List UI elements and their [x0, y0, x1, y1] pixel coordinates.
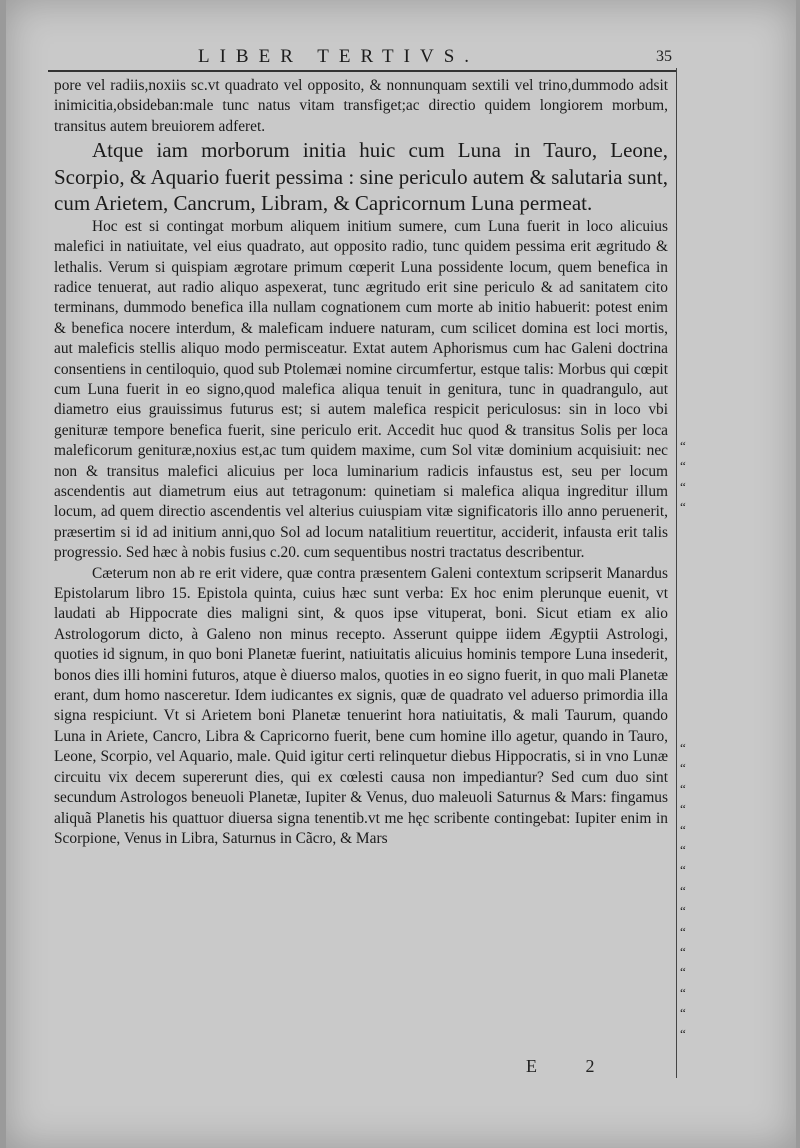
running-title: LIBER TERTIVS.	[198, 46, 480, 67]
quote-mark: “	[680, 458, 686, 474]
body-text	[54, 76, 668, 849]
quote-mark: “	[680, 478, 686, 494]
header-rule	[48, 70, 676, 72]
quote-mark: “	[680, 984, 686, 1000]
quote-mark: “	[680, 438, 686, 453]
quote-mark: “	[680, 1005, 686, 1021]
quote-mark: “	[680, 964, 686, 980]
running-header	[48, 40, 678, 70]
quote-mark: “	[680, 499, 686, 515]
margin-rule	[676, 68, 677, 1078]
quote-mark: “	[680, 780, 686, 796]
book-page	[6, 0, 796, 1148]
quote-mark: “	[680, 903, 686, 919]
quote-mark: “	[680, 801, 686, 817]
margin-quote-marks-1	[680, 436, 700, 518]
quote-mark: “	[680, 821, 686, 837]
paragraph: Cæterum non ab re erit videre, quæ contra præsentem Galeni contextum scripserit Manardus Epistolarum libro 15. Epistola quinta, cuius hæc sunt verba: Ex hoc enim plerunque euenit, vt laudati ab Hippocrate dies maligni sint, & quos ipse vituperat, boni. Sicut etiam ex alio Astrologorum dicto, à Galeno non minus recepto. Asserunt quippe iidem Ægyptii Astrologi, quoties id signum, in quo boni Planetæ fuerint, natiuitatis alicuius hominis tempore Luna insederit, bonos dies illi homini futuros, atque è diuerso malos, quoties in eo signo fuerit, in quo mali Planetæ erant, dum homo nasceretur. Idem iudicantes ex signis, quæ de quadrato vel aduerso primordia illa signa respiciunt. Vt si Arietem boni Planetæ tenuerint hora natiuitatis, & mali Taurum, quando Luna in Ariete, Cancro, Libra & Capricorno fuerit, bene cum homine illo agetur, quando in Tauro, Leone, Scorpio, vel Aquario, male. Quid igitur certi relinquetur diebus Hippocratis, si in vno Lunæ circuitu vix decem supererunt dies, qui ex cœlesti causa non impediantur? Sed cum duo sint secundum Astrologos beneuoli Planetæ, Iupiter & Venus, duo maleuoli Saturnus & Mars: fingamus aliquã Planetis his quattuor diuersa signa tenentib.vt me hęc scribente contingebat: Iupiter enim in Scorpione, Venus in Libra, Saturnus in Cãcro, & Mars	[54, 564, 668, 847]
quote-mark: “	[680, 862, 686, 878]
quote-mark: “	[680, 882, 686, 898]
signature-mark: E 2	[526, 1056, 617, 1076]
quote-mark: “	[680, 1025, 686, 1041]
paragraph: pore vel radiis,noxiis sc.vt quadrato vel opposito, & nonnunquam sextili vel trino,dummodo adsit inimicitia,obsideban:male tunc natus vitam transfiget;ac directio quidem longiorem morbum, transitus autem breuiorem adferet.	[54, 77, 668, 135]
paragraph-aphorism: Atque iam morborum initia huic cum Luna in Tauro, Leone, Scorpio, & Aquario fuerit pessima : sine periculo autem & salutaria sunt, cum Arietem, Cancrum, Libram, & Capricornum Luna permeat.	[54, 138, 668, 216]
margin-quote-marks-2	[680, 738, 700, 1044]
quote-mark: “	[680, 923, 686, 939]
paragraph: Hoc est si contingat morbum aliquem initium sumere, cum Luna fuerit in loco alicuius malefici in natiuitate, vel eius quadrato, aut opposito radio, tunc quidem pessima erit ægritudo & lethalis. Verum si quispiam ægrotare primum cœperit Luna possidente locum, quem benefica in radice tenuerat, aut radio aliquo aspexerat, tunc ægritudo erit sine periculo & ad sanitatem cito terminans, dummodo benefica illa nullam cognationem cum morte ab initio habuerit: potest enim & benefica nocere interdum, & maleficam induere naturam, cum scilicet domina est loci mortis, aut maleficis stellis aliquo modo permisceatur. Extat autem Aphorismus cum hac Galeni doctrina consentiens in centiloquio, quod sub Ptolemæi nomine circumfertur, estque talis: Morbus qui cœpit cum Luna fuerit in eo signo,quod malefica aliqua tenuit in genitura, tunc in quadrangulo, aut diametro eius grauissimus futurus est; si autem malefica respicit periculosus: sin in loco vbi genituræ tempore benefica fuerit, sine periculo erit. Accedit huc quod & transitus Solis per loca maleficorum genituræ,noxius est,ac tum quidem maxime, cum Sol vitæ dominium acquisiuit: nec non & transitus malefici alicuius per loca luminarium radicis infaustus est, seu per locum ascendentis aut diametrum eius aut tetragonum: quinetiam si malefica aliqua ingreditur illum locum, ad quem directio ascendentis vel alterius cuiuspiam vitæ significatoris illo anno peruenerit, præsertim si id ad initium anni,quo Sol ad locum natalitium reuertitur, acciderit, infausta erit talis progressio. Sed hæc à nobis fusius c.20. cum sequentibus nostri tractatus describentur.	[54, 217, 668, 562]
quote-mark: “	[680, 842, 686, 858]
quote-mark: “	[680, 944, 686, 960]
quote-mark: “	[680, 740, 686, 755]
quote-mark: “	[680, 760, 686, 776]
page-number: 35	[656, 48, 672, 65]
